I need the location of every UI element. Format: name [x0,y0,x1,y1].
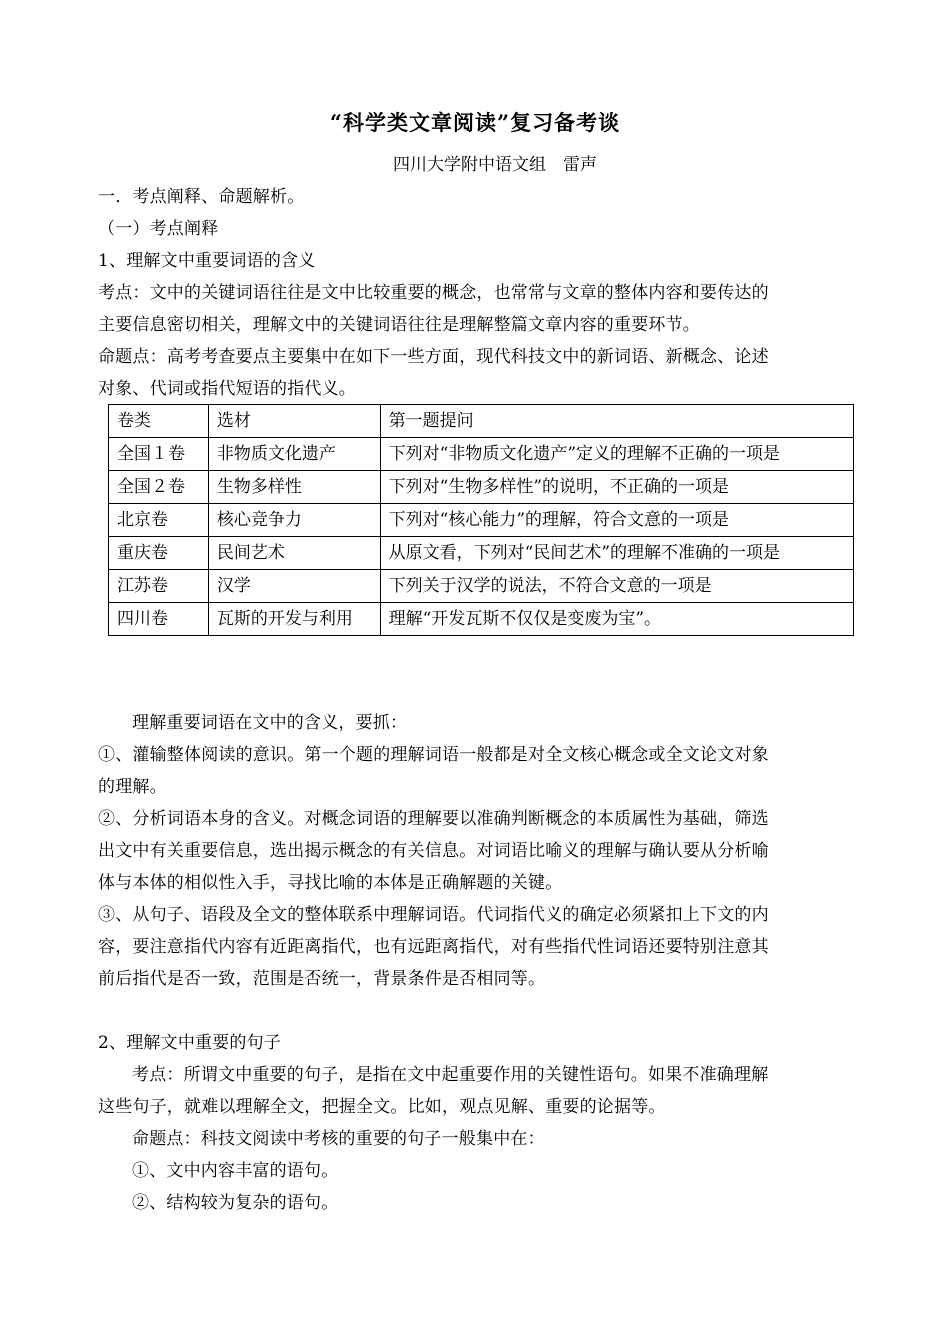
table-cell: 民间艺术 [208,537,380,570]
paragraph-line: 容，要注意指代内容有近距离指代，也有远距离指代，对有些指代性词语还要特别注意其 [98,937,769,957]
paragraph-line: 理解重要词语在文中的含义，要抓： [132,713,408,733]
item-heading: 1、理解文中重要词语的含义 [98,251,316,271]
list-item: ①、文中内容丰富的语句。 [132,1161,339,1181]
table-header-cell: 卷类 [109,405,209,438]
paragraph-line: 主要信息密切相关，理解文中的关键词语往往是理解整篇文章内容的重要环节。 [98,315,700,335]
table-header-row [109,405,854,438]
table-cell: 理解“开发瓦斯不仅仅是变废为宝”。 [380,603,853,636]
paragraph-line: ①、灌输整体阅读的意识。第一个题的理解词语一般都是对全文核心概念或全文论文对象 [98,745,769,765]
table-cell: 四川卷 [109,603,209,636]
item-heading: 2、理解文中重要的句子 [98,1033,282,1053]
subsection-heading: （一）考点阐释 [98,219,219,239]
table-cell: 下列对“生物多样性”的说明，不正确的一项是 [380,471,853,504]
list-item: ②、结构较为复杂的语句。 [132,1193,339,1213]
paragraph-line: 出文中有关重要信息，选出揭示概念的有关信息。对词语比喻义的理解与确认要从分析喻 [98,841,769,861]
table-row [109,537,854,570]
document-author: 四川大学附中语文组 雷声 [393,155,597,175]
paragraph-line: 这些句子，就难以理解全文，把握全文。比如，观点见解、重要的论据等。 [98,1097,666,1117]
paragraph-line: ③、从句子、语段及全文的整体联系中理解词语。代词指代义的确定必须紧扣上下文的内 [98,905,769,925]
table-cell: 核心竞争力 [208,504,380,537]
table-row [109,570,854,603]
table-cell: 全国１卷 [109,438,209,471]
paragraph-line: ②、分析词语本身的含义。对概念词语的理解要以准确判断概念的本质属性为基础，筛选 [98,809,769,829]
paragraph-line: 命题点：科技文阅读中考核的重要的句子一般集中在： [132,1129,545,1149]
exam-question-table [108,404,854,636]
paragraph-line: 的理解。 [98,777,167,797]
table-cell: 从原文看，下列对“民间艺术”的理解不准确的一项是 [380,537,853,570]
table-header-cell: 选材 [208,405,380,438]
table-row [109,471,854,504]
table-cell: 瓦斯的开发与利用 [208,603,380,636]
table-row [109,504,854,537]
table-cell: 江苏卷 [109,570,209,603]
paragraph-line: 对象、代词或指代短语的指代义。 [98,379,356,399]
table-cell: 汉学 [208,570,380,603]
table-cell: 全国２卷 [109,471,209,504]
paragraph-line: 考点：所谓文中重要的句子，是指在文中起重要作用的关键性语句。如果不准确理解 [132,1065,769,1085]
section-heading: 一．考点阐释、命题解析。 [98,187,305,207]
table-cell: 北京卷 [109,504,209,537]
table-header-cell: 第一题提问 [380,405,853,438]
table-cell: 下列对“非物质文化遗产”定义的理解不正确的一项是 [380,438,853,471]
table-cell: 下列关于汉学的说法，不符合文意的一项是 [380,570,853,603]
table-row [109,438,854,471]
paragraph-line: 前后指代是否一致，范围是否统一，背景条件是否相同等。 [98,969,546,989]
table-cell: 下列对“核心能力”的理解，符合文意的一项是 [380,504,853,537]
paragraph-line: 考点：文中的关键词语往往是文中比较重要的概念，也常常与文章的整体内容和要传达的 [98,283,769,303]
paragraph-line: 命题点：高考考查要点主要集中在如下一些方面，现代科技文中的新词语、新概念、论述 [98,347,769,367]
table-cell: 生物多样性 [208,471,380,504]
table-cell: 非物质文化遗产 [208,438,380,471]
document-title: “科学类文章阅读”复习备考谈 [329,110,621,135]
table-cell: 重庆卷 [109,537,209,570]
paragraph-line: 体与本体的相似性入手，寻找比喻的本体是正确解题的关键。 [98,873,563,893]
table-row [109,603,854,636]
